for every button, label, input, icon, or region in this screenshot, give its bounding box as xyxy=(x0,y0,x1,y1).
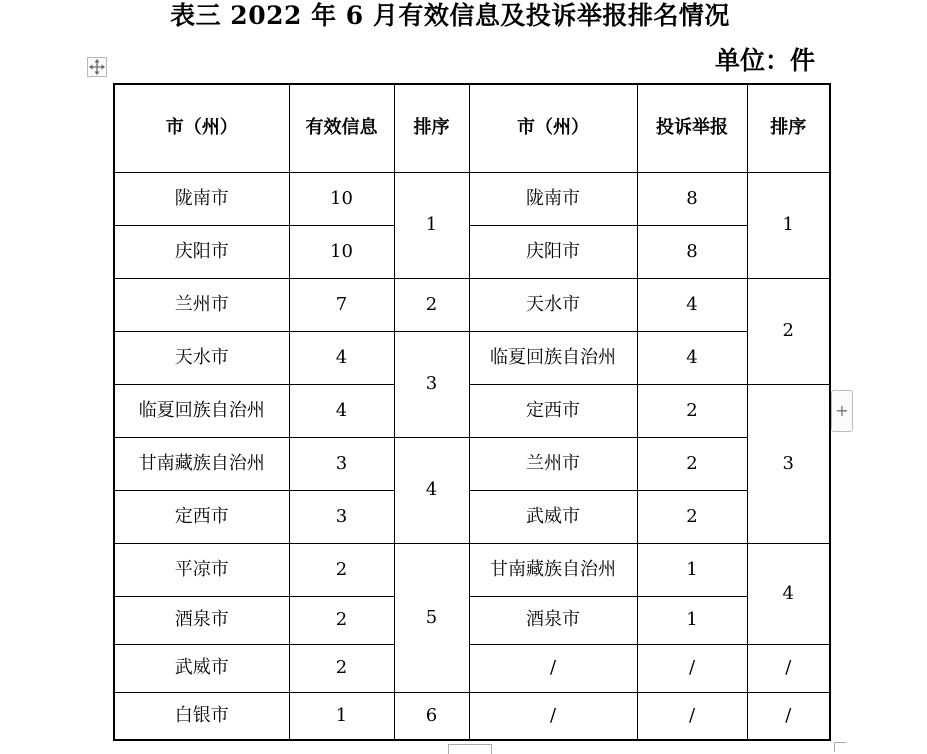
left-rank-cell: 5 xyxy=(394,543,469,692)
right-city-cell: 酒泉市 xyxy=(469,596,637,644)
left-count-cell: 3 xyxy=(289,437,394,490)
move-arrows-icon xyxy=(88,58,106,76)
left-count-cell: 2 xyxy=(289,596,394,644)
right-count-cell: 8 xyxy=(637,225,747,278)
right-rank-cell: / xyxy=(747,644,830,692)
table-row xyxy=(114,172,830,225)
right-count-cell: 1 xyxy=(637,543,747,596)
left-rank-cell: 6 xyxy=(394,692,469,740)
header-left-rank: 排序 xyxy=(394,84,469,172)
plus-icon: + xyxy=(835,401,849,420)
left-city-cell: 定西市 xyxy=(114,490,289,543)
left-city-cell: 兰州市 xyxy=(114,278,289,331)
right-count-cell: / xyxy=(637,644,747,692)
left-count-cell: 3 xyxy=(289,490,394,543)
table-row xyxy=(114,384,830,437)
right-city-cell: 庆阳市 xyxy=(469,225,637,278)
right-rank-cell: 2 xyxy=(747,278,830,384)
header-right-city: 市（州） xyxy=(469,84,637,172)
table-title: 表三 2022 年 6 月有效信息及投诉举报排名情况 xyxy=(170,1,730,30)
header-left-city: 市（州） xyxy=(114,84,289,172)
unit-label: 单位：件 xyxy=(714,46,815,75)
right-count-cell: 4 xyxy=(637,278,747,331)
right-count-cell: 2 xyxy=(637,384,747,437)
left-city-cell: 陇南市 xyxy=(114,172,289,225)
left-city-cell: 临夏回族自治州 xyxy=(114,384,289,437)
header-left-count: 有效信息 xyxy=(289,84,394,172)
table-move-handle[interactable] xyxy=(87,57,107,77)
right-rank-cell: 3 xyxy=(747,384,830,543)
row-add-mark[interactable] xyxy=(448,744,492,754)
left-count-cell: 1 xyxy=(289,692,394,740)
right-rank-cell: 1 xyxy=(747,172,830,278)
right-city-cell: 天水市 xyxy=(469,278,637,331)
left-city-cell: 白银市 xyxy=(114,692,289,740)
left-count-cell: 4 xyxy=(289,331,394,384)
right-count-cell: 8 xyxy=(637,172,747,225)
right-rank-cell: 4 xyxy=(747,543,830,644)
left-count-cell: 10 xyxy=(289,172,394,225)
left-rank-cell: 3 xyxy=(394,331,469,437)
add-column-button[interactable] xyxy=(831,390,853,432)
left-rank-cell: 1 xyxy=(394,172,469,278)
left-city-cell: 庆阳市 xyxy=(114,225,289,278)
right-city-cell: 武威市 xyxy=(469,490,637,543)
left-city-cell: 酒泉市 xyxy=(114,596,289,644)
left-city-cell: 天水市 xyxy=(114,331,289,384)
right-city-cell: / xyxy=(469,644,637,692)
table-row xyxy=(114,278,830,331)
table-row xyxy=(114,331,830,384)
left-city-cell: 甘南藏族自治州 xyxy=(114,437,289,490)
table-row xyxy=(114,596,830,644)
right-count-cell: 2 xyxy=(637,437,747,490)
table-row xyxy=(114,644,830,692)
right-count-cell: / xyxy=(637,692,747,740)
table-row xyxy=(114,543,830,596)
table-row xyxy=(114,437,830,490)
left-count-cell: 2 xyxy=(289,644,394,692)
table-row xyxy=(114,490,830,543)
left-count-cell: 4 xyxy=(289,384,394,437)
right-count-cell: 1 xyxy=(637,596,747,644)
left-rank-cell: 2 xyxy=(394,278,469,331)
table-row xyxy=(114,225,830,278)
right-city-cell: 兰州市 xyxy=(469,437,637,490)
left-rank-cell: 4 xyxy=(394,437,469,543)
header-right-count: 投诉举报 xyxy=(637,84,747,172)
left-city-cell: 武威市 xyxy=(114,644,289,692)
right-count-cell: 4 xyxy=(637,331,747,384)
right-count-cell: 2 xyxy=(637,490,747,543)
right-city-cell: 临夏回族自治州 xyxy=(469,331,637,384)
header-row xyxy=(114,84,830,172)
left-count-cell: 7 xyxy=(289,278,394,331)
header-right-rank: 排序 xyxy=(747,84,830,172)
left-count-cell: 10 xyxy=(289,225,394,278)
right-city-cell: 定西市 xyxy=(469,384,637,437)
right-city-cell: / xyxy=(469,692,637,740)
ranking-table xyxy=(113,83,831,741)
right-city-cell: 甘南藏族自治州 xyxy=(469,543,637,596)
left-count-cell: 2 xyxy=(289,543,394,596)
right-city-cell: 陇南市 xyxy=(469,172,637,225)
right-rank-cell: / xyxy=(747,692,830,740)
table-row xyxy=(114,692,830,740)
left-city-cell: 平凉市 xyxy=(114,543,289,596)
